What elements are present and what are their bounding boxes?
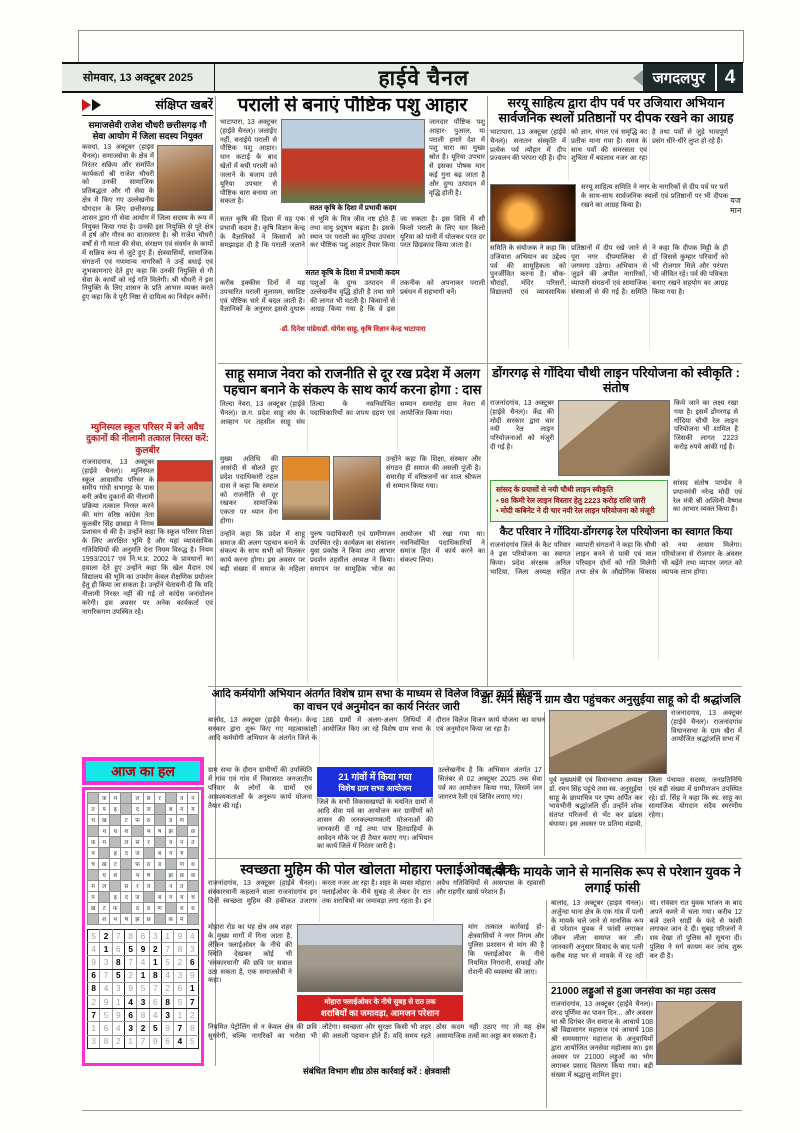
sarayu-body1: भाटापारा, 13 अक्टूबर (हाईवे चैनल)। सनातन संस्कृति में प्रत्येक पर्व त्यौहार में दीप प्रज्वलन की परंपरा रही है। दीप को ज्ञान, मंगल एवं समृद्धि का प्रतीक माना गया है। समय के साथ पर्वों की समरसता एवं शुचिता में बदलाव नजर आ रहा है तथा पर्वों से जुड़े भावपूर्ण प्रसंग धीरे-धीरे लुप्त हो रहे हैं। [490, 129, 728, 163]
sudoku-grid: 5 2 7 8 6 3 1 9 4 4 1 6 5 9 2 7 8 3 9 3 8 7 4 1 5 2 6 6 7 5 2 1 8 4 3 9 8 4 3 9 5 7 2 6 1 2 9 1 4 3 6 8 5 7 7 5 9 6 8 4 3 1 2 1 6 4 3 2 5 9 7 8 3 8 2 1 7 9 6 4 5 [87, 929, 199, 1049]
swachhata-col-right: मांग तत्काल कार्रवाई हो- क्षेत्रवासियों ने नगर निगम और पुलिस प्रशासन से मांग की है कि फ्लाईओवर के नीचे नियमित निगरानी, सफाई और रोशनी की व्यवस्था की जाए। [468, 924, 544, 976]
photo-raman-singh-tribute [549, 710, 667, 774]
top-ad-strip [78, 30, 744, 63]
parali-credit: -डॉ. दिनेश पांडेय/डॉ. योगेश साहू, कृषि विज्ञान केन्द्र भाटापारा [279, 325, 426, 333]
article-raman [549, 710, 742, 856]
municipal-body: राजनांदगांव, 13 अक्टूबर (हाईवे चैनल)। म्युनिस्पल स्कूल आवासीय परिसर के समीप गांधी सभागृह के पास बनी अवैध दुकानों की नीलामी प्रक्रिया तत्काल निरस्त करने की मांग वरिष्ठ कांग्रेस नेता कुलबीर सिंह छाबड़ा ने निगम प्रशासन से की है। उन्होंने कहा कि स्कूल परिसर शिक्षा के लिए आरक्षित भूमि है और यहां व्यावसायिक गतिविधियों की अनुमति देना नियम विरुद्ध है। नियम 1993/2017 एवं नि.भ.प्र. 2002 के प्रावधानों का हवाला देते हुए उन्होंने कहा कि खेल मैदान एवं विद्यालय की भूमि का उपयोग केवल शैक्षणिक प्रयोजन हेतु ही किया जा सकता है। उन्होंने चेतावनी दी कि यदि नीलामी निरस्त नहीं की गई तो कांग्रेस जनांदोलन करेगी। इस अवसर पर अनेक कार्यकर्ता एवं नागरिकगण उपस्थित रहे। [82, 458, 213, 616]
article-swachhata [208, 862, 545, 1108]
municipal-headline: म्युनिस्पल स्कूल परिसर में बने अवैध दुकानों की नीलामी तत्काल निरस्त करें: कुलबीर [86, 422, 209, 455]
headline: 21000 लड्डुओं से हुआ जनसेवा का महा उत्सव [551, 986, 716, 997]
photo-kulbir-chhabra [157, 460, 213, 526]
parali-body: सतत कृषि की दिशा में यह एक प्रभावी कदम है। कृषि विज्ञान केन्द्र के वैज्ञानिकों ने किसानों को समझाइश दी है कि पराली जलाने से भूमि के मित्र जीव नष्ट होते हैं तथा वायु प्रदूषण बढ़ता है। इसके स्थान पर पराली का यूरिया उपचार कर पौष्टिक पशु आहार तैयार किया जा सकता है। इस विधि में सौ किलो पराली के लिए चार किलो यूरिया को पानी में घोलकर परत दर परत छिड़काव किया जाता है। [220, 215, 485, 250]
sarayu-side: सरयू साहित्य समिति ने नगर के नागरिकों से दीप पर्व पर घरों के साथ-साथ सार्वजनिक स्थलों एवं प्रतिष्ठानों पर भी दीपक रखने का आग्रह किया है। [581, 184, 728, 209]
photo-tahal-das [282, 456, 330, 520]
parali-col-left: भाटापारा, 13 अक्टूबर (हाईवे चैनल)। जलाईए नहीं, बनाईये पराली से पौष्टिक पशु आहार। धान कटाई के बाद खेतों में बची पराली को जलाने के बजाय उसे यूरिया उपचार से पौष्टिक चारा बनाया जा सकता है। [220, 118, 277, 206]
article-patni [551, 900, 742, 980]
raman-headline: डॉ. रमन सिंह ने ग्राम खैरा पहुंचकर अनुसुईया साहू को दी श्रद्धांजलि [481, 694, 741, 706]
flyover-alert-box [297, 995, 463, 1021]
dongargarh-col-right: किये जाने का लक्ष्य रखा गया है। इसमें डोंगरगढ़ से गोंदिया चौथी रेल लाइन परियोजना भी शामिल है जिसकी लागत 2223 करोड़ रुपये आंकी गई है। [674, 400, 738, 452]
photo-sahu-leader [333, 456, 381, 520]
redbox-line: मोहारा फ्लाईओवर के नीचे सुबह से रात तक [324, 997, 436, 1007]
headline: डोंगरगढ़ से गोंदिया चौथी लाइन परियोजना को स्वीकृति : संतोष [492, 366, 740, 395]
masthead [62, 62, 743, 93]
gram-sabha-count-box [317, 767, 433, 797]
puzzle-block [82, 787, 204, 1066]
article-sahu [220, 366, 485, 684]
article-ladoo [551, 986, 742, 1108]
sarayu-body2: समिति के संयोजक ने कहा कि उजियारा अभियान का उद्देश्य पर्व की सामूहिकता को पुनर्जीवित करना है। चौक-चौराहों, मंदिर परिसरों, विद्यालयों एवं व्यावसायिक प्रतिष्ठानों में दीप रखे जाने से पूरा नगर दीपमालिका से जगमगा उठेगा। अभियान से जुड़ने की अपील नागरिकों, व्यापारी संगठनों एवं सामाजिक संस्थाओं से की गई है। समिति ने कहा कि दीपक मिट्टी के ही हों जिससे कुम्हार परिवारों को भी रोजगार मिले और परंपरा भी जीवित रहे। पर्व की पवित्रता बनाए रखने सहयोग का आग्रह किया गया है। [490, 245, 728, 297]
headline: आदि कर्मयोगी अभियान अंतर्गत विशेष ग्राम सभा के माध्यम से विलेज विजन कार्य योजना का वाचन एवं अनुमोदन का कार्य निरंतर जारी [211, 688, 542, 714]
headline: सरयू साहित्य द्वारा दीप पर्व पर उजियारा अभियान सार्वजनिक स्थलों प्रतिष्ठानों पर दीपक रखने का आग्रह [498, 96, 734, 125]
photo-flyover-area [297, 924, 463, 992]
aadi-body2: जिले के सभी विकासखण्डों के चयनित ग्रामों में आदि सेवा पर्व का आयोजन कर ग्रामीणों को शासन की जनकल्याणकारी योजनाओं की जानकारी दी गई तथा पात्र हितग्राहियों के आवेदन मौके पर ही तैयार कराए गए। अभियान का कार्य जिले में निरंतर जारी है। [317, 799, 433, 851]
raman-side: राजनांदगांव, 13 अक्टूबर (हाईवे चैनल)। राजनांदगांव विधानसभा के ग्राम खैरा में आयोजित श्रद्धांजलि सभा में [671, 710, 742, 744]
bluebox-line: 21 गांवों में किया गया [338, 772, 412, 784]
rail-project-highlights-box [490, 480, 668, 522]
briefs-subhead: समाजसेवी राजेश चौधरी छत्तीसगढ़ गौ सेवा आयोग में जिला सदस्य नियुक्त [88, 120, 207, 141]
swachhata-body2: नियमित पेट्रोलिंग से न केवल क्षेत्र की छवि सुधरेगी, बल्कि नागरिकों का भरोसा भी लौटेगा। स्वच्छता और सुरक्षा किसी भी शहर की असली पहचान होते हैं। यदि समय रहते ठोस कदम नहीं उठाए गए तो यह क्षेत्र असामाजिक तत्वों का अड्डा बन सकता है। [208, 1024, 545, 1041]
briefs-title: संक्षिप्त खबरें [155, 98, 213, 112]
black-arrow-icon [92, 99, 101, 111]
divider [487, 96, 488, 686]
article-aadi-karmyogi [208, 688, 545, 856]
photo-rajesh-choudhary [157, 145, 213, 211]
ladoo-body: राजनांदगांव, 13 अक्टूबर (हाईवे चैनल)। शरद पूर्णिमा का पावन दिन... और अवसर था श्री दिगंबर जैन समाज के आचार्य 108 श्री विद्यासागर महाराज एवं आचार्य 108 श्री समयसागर महाराज के अनुयायियों द्वारा आयोजित जनसेवा महोत्सव का। इस अवसर पर 21000 लड्डुओं का भोग लगाकर प्रसाद वितरण किया गया। बड़ी संख्या में श्रद्धालु शामिल हुए। [551, 1001, 742, 1080]
aadi-body1: बालोद, 13 अक्टूबर (हाईवे चैनल)। केन्द्र सरकार द्वारा शुरू किए गए महत्वाकांक्षी आदि कर्मयोगी अभियान के अंतर्गत जिले के 186 ग्रामों में अलग-अलग तिथियों में आयोजित किए जा रहे विशेष ग्राम सभा के दौरान विलेज विजन कार्य योजना का वाचन एवं अनुमोदन किया जा रहा है। [208, 717, 545, 742]
briefs-body: कवर्धा, 13 अक्टूबर (हाईवे चैनल)। समाजसेवा के क्षेत्र में निरंतर सक्रिय और समर्पित कार्यकर्ता श्री राजेश चौधरी को उनकी सामाजिक प्रतिबद्धता और गौ सेवा के क्षेत्र में किए गए उल्लेखनीय योगदान के लिए छत्तीसगढ़ शासन द्वारा गौ सेवा आयोग में जिला सदस्य के रूप में नियुक्त किया गया है। उनकी इस नियुक्ति से पूरे क्षेत्र में हर्ष और गौरव का वातावरण है। श्री राजेश चौधरी वर्षों से गौ माता की सेवा, संरक्षण एवं संवर्धन के कार्यों में सक्रिय रूप से जुटे हुए हैं। क्षेत्रवासियों, सामाजिक संगठनों एवं गणमान्य नागरिकों ने उन्हें बधाई एवं शुभकामनाएं देते हुए कहा कि उनकी नियुक्ति से गौ सेवा के कार्यों को नई गति मिलेगी। श्री चौधरी ने इस नियुक्ति के लिए शासन के प्रति आभार व्यक्त करते हुए कहा कि वे पूरी निष्ठा से दायित्व का निर्वहन करेंगे। [82, 144, 213, 302]
divider [208, 686, 742, 687]
box-line: ▪ 98 किमी रेल लाइन विस्तार हेतु 2223 करोड़ राशि जारी [496, 495, 646, 505]
sahu-col-right: उन्होंने कहा कि शिक्षा, संस्कार और संगठन ही समाज की असली पूंजी है। समारोह में वरिष्ठजनों का शाल श्रीफल से सम्मान किया गया। [386, 456, 481, 490]
article-sarayu [490, 96, 742, 361]
parali-body2: करीब इक्कीस दिनों में यह उपचारित पराली मुलायम, स्वादिष्ट एवं पौष्टिक चारे में बदल जाती है। वैज्ञानिकों के अनुसार इससे दुधारू पशुओं के दुग्ध उत्पादन में उल्लेखनीय वृद्धि होती है तथा चारे की लागत भी घटती है। किसानों से आग्रह किया गया है कि वे इस तकनीक को अपनाकर पराली प्रबंधन में सहभागी बनें। [220, 279, 485, 314]
box-line: सांसद के प्रयासों से नयी चौथी लाइन स्वीकृति [496, 485, 614, 494]
divider [208, 858, 742, 859]
patni-headline: पत्नी के मायके जाने से मानसिक रूप से परेशान युवक ने लगाई फांसी [484, 864, 741, 896]
bluebox-line: विशेष ग्राम सभा आयोजन [338, 784, 412, 794]
divider [82, 1110, 742, 1111]
headline: साहू समाज नेवरा को राजनीति से दूर रख प्रदेश में अलग पहचान बनाने के संकल्प के साथ कार्य करना होगा : दास [223, 366, 482, 397]
photo-straw-machine [281, 119, 425, 203]
page-number: 4 [715, 64, 743, 91]
patni-body: बालोद, 13 अक्टूबर (हाईवे चैनल)। अर्जुन्दा थाना क्षेत्र के एक गांव में पत्नी के मायके चले जाने से मानसिक रूप से परेशान युवक ने फांसी लगाकर जीवन लीला समाप्त कर ली। जानकारी अनुसार विवाद के बाद पत्नी करीब माह भर से मायके में रह रही थी। रविवार रात युवक भोजन के बाद अपने कमरे में चला गया। करीब 12 बजे उसने साड़ी के फंदे से फांसी लगाकर जान दे दी। सुबह परिजनों ने शव देखा तो पुलिस को सूचना दी। पुलिस ने मर्ग कायम कर जांच शुरू कर दी है। [551, 900, 742, 960]
photo-santosh-pandey-meeting [558, 400, 670, 476]
aadi-col-right: उल्लेखनीय है कि अभियान अंतर्गत 17 सितंबर से 02 अक्टूबर 2025 तक सेवा पर्व का आयोजन किया गया, जिसमें जन जागरण रैली एवं शिविर लगाए गए। [438, 767, 542, 801]
dongargarh-subhead: कैट परिवार ने गोंदिया-डोंगरगढ़ रेल परियोजना का स्वागत किया [499, 526, 733, 539]
briefs-header [82, 96, 213, 116]
redbox-line: शराबियों का जमावड़ा, आमजन परेशान [320, 1008, 440, 1019]
article-parali [220, 96, 485, 361]
swachhata-bottom-line: संबंधित विभाग शीघ्र ठोस कार्रवाई करें : क्षेत्रवासी [303, 1066, 450, 1077]
red-arrow-icon [82, 99, 91, 111]
headline: स्वच्छता मुहिम की पोल खोलता मोहारा फ्लाईओवर क्षेत्र [240, 862, 513, 877]
dongargarh-col-left: राजनांदगांव, 13 अक्टूबर (हाईवे चैनल)। केंद्र की मोदी सरकार द्वारा चार नयी रेल लाइन परियोजनाओं को मंजूरी दी गई है। [490, 400, 554, 452]
sahu-body3: उन्होंने कहा कि प्रदेश में साहू समाज की अलग पहचान बनाने के संकल्प के साथ सभी को मिलकर कार्य करना होगा। इस अवसर पर बड़ी संख्या में समाज के महिला पुरुष पदाधिकारी एवं ग्रामीणजन उपस्थित रहे। कार्यक्रम का संचालन युवा प्रकोष्ठ ने किया तथा आभार प्रदर्शन तहसील अध्यक्ष ने किया। समापन पर सामूहिक भोज का आयोजन भी रखा गया था। नवनिर्वाचित पदाधिकारियों ने समाज हित में कार्य करने का संकल्प लिया। [220, 530, 485, 574]
divider [546, 900, 547, 1108]
edition-name: जगदलपुर [643, 64, 715, 91]
divider [218, 363, 742, 364]
parali-col-right: जानदार पौष्टिक पशु आहार- पुआल, या पराली हमारे देश में पशु चारा का मुख्य स्रोत है। यूरिया उपचार से इसका पोषक मान कई गुना बढ़ जाता है और दुग्ध उत्पादन में वृद्धि होती है। [428, 118, 485, 197]
sahu-col-left: मुख्य अतिथि की आसंदी से बोलते हुए प्रदेश पदाधिकारी टहल दास ने कहा कि समाज को राजनीति से दूर रखकर सामाजिक एकता पर ध्यान देना होगा। [220, 456, 278, 525]
sarayu-vertical-caption: यजमान [730, 196, 742, 215]
parali-crosshead: सतत कृषि के दिशा में प्रभावी कदम [305, 267, 400, 277]
article-dongargarh [490, 366, 742, 684]
dongargarh-body: राजनांदगांव जिले के कैट परिवार ने इस परियोजना का स्वागत किया। प्रदेश संरक्षक अनिल भाटिया, जिला अध्यक्ष सहित व्यापारी संगठनों ने कहा कि चौथी लाइन बनने से यात्री एवं माल परिवहन दोनों को गति मिलेगी तथा क्षेत्र के औद्योगिक विकास को नया आयाम मिलेगा। परियोजना से रोजगार के अवसर भी बढ़ेंगे तथा व्यापार जगत को व्यापक लाभ होगा। [490, 542, 742, 576]
photo-diya-lamps [490, 184, 576, 242]
crossword-grid: क म ल स र व न त प ह द ज ब ग य च ख ट फ ठ ड ण थ ध श भ ष झ छ क म ल स र व न त प ह द ज ब ग य च ख ट फ ठ ड ण थ ध श भ ष झ छ क म ल स र व न त प ह द ज ब ग य च ख ट फ ठ ड ण थ ध श भ ष झ छ क म [87, 792, 199, 925]
swachhata-col-left: मोहारा रोड का यह क्षेत्र अब शहर के मुख्य मार्गों में गिना जाता है, लेकिन फ्लाईओवर के नीचे की स्थिति देखकर कोई भी 'संस्कारधानी' की छवि पर सवाल उठा सकता है, एक समाजसेवी ने कहा। [208, 924, 292, 985]
box-line: ▪ मोदी कबिनेट ने दी चार नयी रेल लाइन परियोजना को मंजूरी [496, 506, 655, 516]
puzzle-banner: आज का हल [82, 757, 204, 785]
headline: पराली से बनाएं पौष्टिक पशु आहार [237, 96, 468, 116]
swachhata-body1: राजनांदगांव, 13 अक्टूबर (हाईवे चैनल)। संस्कारधानी कहलाने वाला राजनांदगांव इन दिनों स्वच्छता मुहिम की हकीकत उजागर करता नजर आ रहा है। शहर के व्यस्त मोहारा फ्लाईओवर के नीचे सुबह से लेकर देर रात तक शराबियों का जमावड़ा लगा रहता है। इन अवैध गतिविधियों से आसपास के रहवासी और राहगीर खासे परेशान हैं। [208, 880, 545, 906]
aadi-col-left: ग्राम सभा के दौरान ग्रामीणों की उपस्थिति में गांव एवं गांव में निवासरत जनजातीय परिवार के लोगों के ग्रामों एवं आवश्यकताओं के अनुरूप कार्य योजना तैयार की गई। [208, 767, 312, 810]
masthead-title: हाईवे चैनल [378, 66, 470, 90]
masthead-date: सोमवार, 13 अक्टूबर 2025 [62, 64, 215, 91]
divider [548, 982, 742, 983]
photo-laddu-festival [656, 1001, 742, 1065]
article-briefs-rail [82, 96, 213, 756]
raman-body: पूर्व मुख्यमंत्री एवं विधानसभा अध्यक्ष डॉ. रमन सिंह पहुंचे तथा स्व. अनुसुईया साहू के छायाचित्र पर पुष्प अर्पित कर भावभीनी श्रद्धांजलि दी। उन्होंने शोक संतप्त परिजनों से भेंट कर ढांढस बंधाया। इस अवसर पर प्रतिमा मंडावी, जिला पंचायत सदस्य, जनप्रतिनिधि एवं बड़ी संख्या में ग्रामीणजन उपस्थित रहे। डॉ. सिंह ने कहा कि स्व. साहू का सामाजिक योगदान सदैव स्मरणीय रहेगा। [549, 777, 742, 829]
edition-badge [633, 64, 743, 91]
dongargarh-box-side: सांसद संतोष पाण्डेय ने प्रधानमंत्री नरेन्द्र मोदी एवं रेल मंत्री श्री अश्विनी वैष्णव का आभार व्यक्त किया है। [673, 480, 742, 514]
sahu-body1: तिल्दा नेवरा, 13 अक्टूबर (हाईवे चैनल)। छ.ग. प्रदेश साहू संघ के आव्हान पर तहसील साहू संघ तिल्दा के नवनिर्वाचित पदाधिकारियों का शपथ ग्रहण एवं सम्मान समारोह ग्राम नेवरा में आयोजित किया गया। [220, 401, 485, 426]
photo-caption: सतत कृषि के दिशा में प्रभावी कदम [309, 204, 397, 212]
